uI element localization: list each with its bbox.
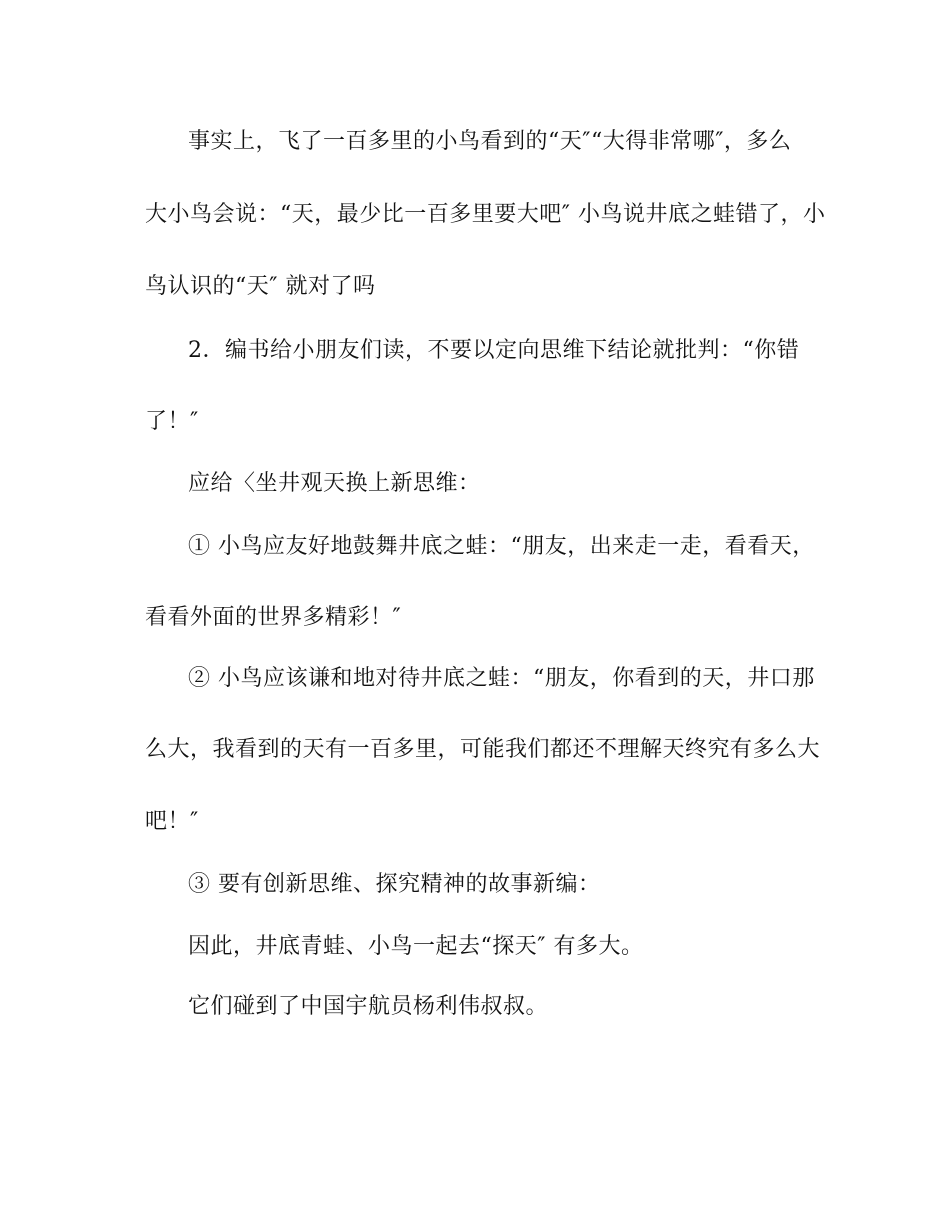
paragraph-line: 么大，我看到的天有一百多里，可能我们都还不理解天终究有多么大 — [145, 737, 821, 762]
paragraph-line: 应给〈坐井观天换上新思维： — [188, 471, 481, 496]
paragraph-line: 看看外面的世界多精彩！″ — [145, 605, 402, 630]
paragraph-line: 了！″ — [145, 409, 199, 434]
paragraph-line: 鸟认识的“天″ 就对了吗 — [145, 274, 376, 299]
paragraph-line: 因此，井底青蛙、小鸟一起去“探天″ 有多大。 — [188, 934, 644, 959]
paragraph-line: ③ 要有创新思维、探究精神的故事新编： — [188, 872, 601, 897]
paragraph-line: ① 小鸟应友好地鼓舞井底之蛙：“朋友，出来走一走，看看天， — [188, 534, 815, 559]
paragraph-line: 大小鸟会说：“天，最少比一百多里要大吧″ 小鸟说井底之蛙错了，小 — [145, 202, 826, 227]
paragraph-line: ② 小鸟应该谦和地对待井底之蛙：“朋友，你看到的天，井口那 — [188, 666, 815, 691]
paragraph-line: 事实上，飞了一百多里的小鸟看到的“天″“大得非常哪″，多么 — [188, 129, 792, 154]
paragraph-line: 吧！″ — [145, 809, 199, 834]
paragraph-line: 2．编书给小朋友们读，不要以定向思维下结论就批判：“你错 — [188, 338, 800, 363]
paragraph-line: 它们碰到了中国宇航员杨利伟叔叔。 — [188, 994, 549, 1019]
